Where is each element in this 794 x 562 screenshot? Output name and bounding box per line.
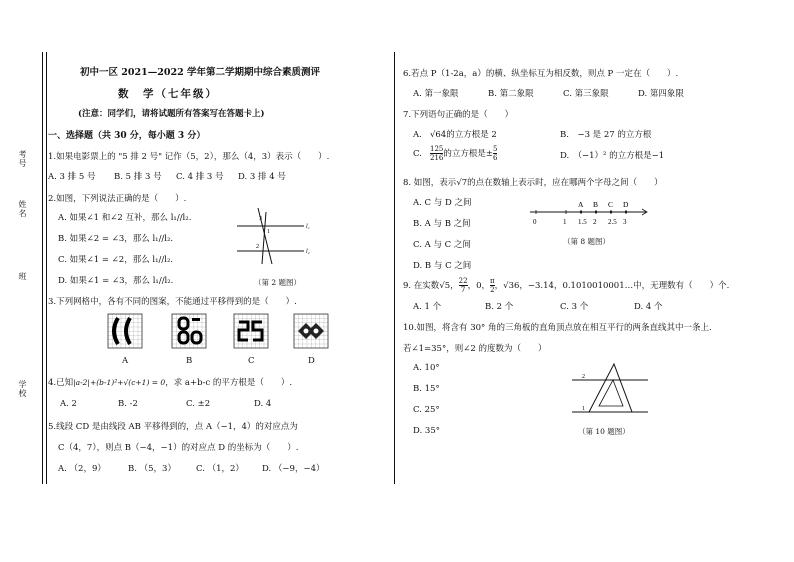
q8-tick-label: 3 bbox=[623, 218, 627, 226]
q2-fig-label-3: 3 bbox=[259, 216, 262, 222]
q2-fig-label-l2: l₂ bbox=[306, 249, 310, 255]
q4-option-b: B. -2 bbox=[118, 399, 138, 409]
q8-option-c: C. A 与 C 之间 bbox=[413, 240, 471, 250]
q8-option-b: B. A 与 B 之间 bbox=[413, 219, 471, 229]
q5-line1: 5.线段 CD 是由线段 AB 平移得到的，点 A（−1，4）的对应点为 bbox=[48, 422, 298, 432]
q8-point-label: B bbox=[593, 200, 599, 209]
q10-fig-label-1: 1 bbox=[582, 406, 585, 412]
sidebar-label-class: 班 bbox=[18, 272, 27, 281]
q9-n2: 0 bbox=[476, 281, 482, 291]
q9-option-b: B. 2 个 bbox=[485, 302, 514, 312]
q8-point bbox=[580, 211, 582, 213]
q9-frac2-den: 2 bbox=[490, 286, 495, 294]
q7-option-a bbox=[413, 128, 497, 140]
q9-n3: √36 bbox=[503, 281, 520, 291]
q7-c-pre: C. bbox=[413, 149, 422, 159]
q8-point bbox=[610, 211, 612, 213]
q8-tick-label: 2.5 bbox=[608, 218, 617, 226]
q7-a-post: 的立方根是 2 bbox=[446, 130, 497, 140]
q8-point-label: D bbox=[623, 200, 629, 209]
q8-point bbox=[595, 211, 597, 213]
q7-option-d: D. （−1）² 的立方根是−1 bbox=[560, 151, 665, 161]
section-heading: 一、选择题（共 30 分，每小题 3 分） bbox=[48, 131, 206, 141]
q7-option-c bbox=[413, 145, 497, 162]
exam-note: (注意：同学们，请将试题所有答案写在答题卡上) bbox=[78, 109, 265, 119]
q7-c-num: 125 bbox=[430, 145, 444, 153]
q6-stem: 6.若点 P（1-2a，a）的横、纵坐标互为相反数，则点 P 一定在（ ）. bbox=[403, 69, 679, 79]
q8-stem-expr: √7 bbox=[456, 178, 468, 188]
q9-frac2-num: π bbox=[490, 277, 495, 285]
q9-frac1 bbox=[459, 277, 468, 294]
exam-title: 初中一区 2021—2022 学年第二学期期中综合素质测评 bbox=[80, 67, 320, 78]
q8-tick-label: 1 bbox=[563, 218, 567, 226]
q7-c-frac bbox=[430, 145, 443, 162]
q10-line2: 若∠1=35°，则∠2 的度数为（ ） bbox=[403, 344, 547, 354]
q9-stem-post: ，−3.14，0.1010010001…中，无理数有（ ）个. bbox=[519, 281, 730, 291]
binding-line-outer bbox=[42, 52, 43, 484]
q7-a-pre: A. bbox=[413, 130, 422, 140]
sidebar-label-name: 姓名 bbox=[18, 200, 27, 218]
column-divider bbox=[394, 52, 395, 484]
q8-stem-pre: 8. 如图，表示 bbox=[403, 178, 457, 188]
q4-option-d: D. 4 bbox=[254, 399, 272, 409]
q4-option-a: A. 2 bbox=[60, 399, 77, 409]
q10-fig-label-2: 2 bbox=[582, 374, 585, 380]
q4-stem-post: ，求 a+b-c 的平方根是（ ）. bbox=[165, 378, 293, 388]
q5-option-d: D. （−9，−4） bbox=[262, 464, 325, 474]
q8-tick-label: 0 bbox=[533, 218, 537, 226]
q10-option-b: B. 15° bbox=[413, 384, 440, 394]
q7-c-den: 216 bbox=[430, 154, 444, 162]
q1-option-a: A. 3 排 5 号 bbox=[48, 172, 96, 182]
q4-stem bbox=[48, 376, 292, 388]
q2-fig-label-2: 2 bbox=[256, 244, 259, 250]
q1-stem: 1.如果电影票上的 "5 排 2 号" 记作（5，2），那么（4，3）表示（ ）. bbox=[48, 152, 330, 162]
q3-grid-d bbox=[294, 314, 328, 348]
q8-point-label: C bbox=[608, 200, 614, 209]
q3-label-d: D bbox=[308, 356, 315, 366]
q4-option-c: C. ±2 bbox=[186, 399, 211, 409]
q7-a-expr: √64 bbox=[429, 130, 447, 140]
q2-fig-label-l1: l₁ bbox=[306, 224, 310, 230]
q9-option-d: D. 4 个 bbox=[634, 302, 663, 312]
q9-n1: √5 bbox=[439, 281, 451, 291]
q10-caption: （第 10 题图） bbox=[578, 427, 630, 436]
q5-option-c: C. （1，2） bbox=[196, 464, 244, 474]
q2-option-b: B. 如果∠2 = ∠3，那么 l₁//l₂. bbox=[58, 234, 174, 244]
q2-caption: （第 2 题图） bbox=[254, 278, 302, 287]
q9-stem-pre: 9. 在实数 bbox=[403, 281, 440, 291]
q2-figure bbox=[232, 206, 312, 264]
q8-option-a: A. C 与 D 之间 bbox=[413, 198, 472, 208]
q1-option-b: B. 5 排 3 号 bbox=[114, 172, 162, 182]
q10-line1: 10.如图，将含有 30° 角的三角板的直角顶点放在相互平行的两条直线其中一条上. bbox=[403, 323, 712, 333]
q8-point bbox=[625, 211, 627, 213]
q10-figure bbox=[570, 354, 650, 424]
q7-c-den2: 6 bbox=[493, 154, 498, 162]
sidebar-label-school: 学校 bbox=[18, 380, 27, 398]
q2-fig-label-1: 1 bbox=[267, 229, 270, 235]
q2-option-a: A. 如果∠1 和∠2 互补，那么 l₁//l₂. bbox=[58, 213, 192, 223]
binding-line-inner bbox=[46, 52, 47, 484]
q1-option-d: D. 3 排 4 号 bbox=[238, 172, 286, 182]
q10-option-a: A. 10° bbox=[413, 363, 440, 373]
q4-stem-pre: 4.已知 bbox=[48, 378, 74, 388]
q3-grid-a bbox=[108, 314, 142, 348]
q1-option-c: C. 4 排 3 号 bbox=[176, 172, 224, 182]
q2-option-d: D. 如果∠1 = ∠3，那么 l₁//l₂. bbox=[58, 276, 174, 286]
q6-option-b: B. 第二象限 bbox=[488, 89, 534, 99]
q7-c-num2: 5 bbox=[493, 145, 498, 153]
q3-grid-b bbox=[172, 314, 206, 348]
q7-c-frac2 bbox=[493, 145, 497, 162]
q2-option-c: C. 如果∠1 = ∠2，那么 l₁//l₂. bbox=[58, 255, 174, 265]
q8-option-d: D. B 与 C 之间 bbox=[413, 261, 472, 271]
q8-number-line bbox=[528, 200, 648, 230]
sidebar-label-exam-no: 考号 bbox=[18, 150, 27, 168]
q5-option-b: B. （5，3） bbox=[128, 464, 176, 474]
q9-frac1-den: 7 bbox=[460, 286, 466, 294]
q5-option-a: A. （2，9） bbox=[58, 464, 106, 474]
q3-label-a: A bbox=[122, 356, 129, 366]
q5-line2: C（4，7），则点 B（−4，−1）的对应点 D 的坐标为（ ）. bbox=[58, 443, 299, 453]
q9-option-a: A. 1 个 bbox=[413, 302, 442, 312]
q3-stem: 3.下列网格中，各有不同的图案，不能通过平移得到的是（ ）. bbox=[48, 297, 297, 307]
q9-frac1-num: 22 bbox=[458, 277, 468, 285]
q7-c-mid: 的立方根是± bbox=[443, 149, 494, 159]
q7-option-b: B. −3 是 27 的立方根 bbox=[560, 130, 652, 140]
q8-caption: （第 8 题图） bbox=[563, 237, 611, 246]
q9-option-c: C. 3 个 bbox=[560, 302, 589, 312]
q6-option-a: A. 第一象限 bbox=[413, 89, 459, 99]
q8-tick-label: 1.5 bbox=[578, 218, 587, 226]
q9-stem: 9. 在实数√5， $\frac{22}{7}$ ，0， $\frac{\pi}{2}$ ，√36，−3.14，0.1010010001…中，无理数有（ ）个. bbox=[403, 277, 730, 294]
q10-option-d: D. 35° bbox=[413, 426, 440, 436]
q10-option-c: C. 25° bbox=[413, 405, 440, 415]
q8-stem-post: 的点在数轴上表示时，应在哪两个字母之间（ ） bbox=[467, 178, 663, 188]
q8-stem bbox=[403, 176, 663, 188]
q9-frac2 bbox=[490, 277, 495, 294]
q3-label-c: C bbox=[248, 356, 255, 366]
q8-tick-label: 2 bbox=[593, 218, 597, 226]
q2-stem: 2.如图，下列说法正确的是（ ）. bbox=[48, 194, 187, 204]
q3-grid-c bbox=[234, 314, 268, 348]
q6-option-d: D. 第四象限 bbox=[638, 89, 684, 99]
q7-stem: 7.下列语句正确的是（ ） bbox=[403, 110, 514, 120]
q6-option-c: C. 第三象限 bbox=[563, 89, 609, 99]
q3-label-b: B bbox=[186, 356, 193, 366]
q4-expr: |a-2|+(b-1)²+√(c+1) = 0 bbox=[73, 378, 166, 387]
q8-point-label: A bbox=[578, 200, 584, 209]
subject-title: 数 学（七年级） bbox=[118, 88, 218, 100]
